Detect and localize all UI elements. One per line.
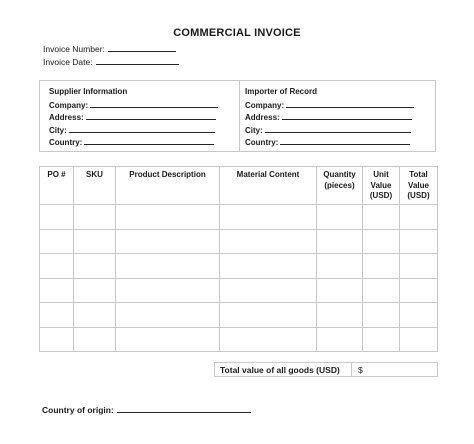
- supplier-company-label: Company:: [49, 100, 89, 110]
- table-cell[interactable]: [116, 254, 220, 279]
- column-header-sku: SKU: [74, 167, 116, 205]
- supplier-section: [49, 87, 218, 149]
- supplier-heading: Supplier Information: [49, 87, 128, 96]
- invoice-date-line: [43, 56, 179, 67]
- importer-company-row: [245, 99, 414, 112]
- importer-address-row: [245, 111, 414, 124]
- table-cell[interactable]: [317, 278, 363, 303]
- invoice-number-blank[interactable]: [108, 43, 176, 52]
- importer-city-blank[interactable]: [265, 124, 411, 133]
- supplier-city-blank[interactable]: [69, 124, 215, 133]
- importer-heading: Importer of Record: [245, 87, 318, 96]
- document-title: COMMERCIAL INVOICE: [173, 27, 301, 39]
- line-items-table: [39, 166, 438, 352]
- table-cell[interactable]: [116, 327, 220, 352]
- invoice-date-blank[interactable]: [96, 56, 179, 65]
- table-cell[interactable]: [363, 229, 400, 254]
- importer-country-blank[interactable]: [280, 136, 410, 145]
- table-cell[interactable]: [40, 254, 74, 279]
- table-cell[interactable]: [40, 205, 74, 230]
- table-header-row: [40, 167, 438, 205]
- table-row: [40, 327, 438, 352]
- importer-country-row: [245, 136, 414, 149]
- supplier-city-row: [49, 124, 218, 137]
- total-value-divider: [351, 363, 352, 376]
- table-cell[interactable]: [116, 278, 220, 303]
- table-cell[interactable]: [116, 205, 220, 230]
- importer-address-label: Address:: [245, 113, 280, 122]
- table-row: [40, 229, 438, 254]
- table-cell[interactable]: [400, 205, 438, 230]
- supplier-country-row: [49, 136, 218, 149]
- column-header-unit-value: Unit Value (USD): [363, 167, 400, 205]
- table-row: [40, 278, 438, 303]
- table-cell[interactable]: [220, 303, 317, 328]
- total-value-box: [214, 362, 438, 377]
- table-cell[interactable]: [400, 229, 438, 254]
- table-cell[interactable]: [40, 303, 74, 328]
- table-cell[interactable]: [317, 303, 363, 328]
- table-cell[interactable]: [363, 327, 400, 352]
- country-of-origin-line: [42, 404, 251, 415]
- table-cell[interactable]: [363, 254, 400, 279]
- invoice-number-line: [43, 43, 176, 54]
- importer-company-label: Company:: [245, 100, 285, 110]
- table-cell[interactable]: [363, 303, 400, 328]
- table-cell[interactable]: [74, 327, 116, 352]
- table-cell[interactable]: [74, 205, 116, 230]
- importer-city-label: City:: [245, 125, 263, 135]
- table-cell[interactable]: [317, 205, 363, 230]
- table-cell[interactable]: [116, 229, 220, 254]
- table-cell[interactable]: [363, 205, 400, 230]
- table-row: [40, 205, 438, 230]
- table-row: [40, 254, 438, 279]
- column-header-product-description: Product Description: [116, 167, 220, 205]
- table-cell[interactable]: [74, 254, 116, 279]
- supplier-city-label: City:: [49, 125, 67, 135]
- table-cell[interactable]: [220, 205, 317, 230]
- column-header-quantity: Quantity (pieces): [317, 167, 363, 205]
- table-cell[interactable]: [317, 229, 363, 254]
- supplier-company-row: [49, 99, 218, 112]
- table-cell[interactable]: [74, 278, 116, 303]
- supplier-address-row: [49, 111, 218, 124]
- table-cell[interactable]: [74, 303, 116, 328]
- supplier-company-blank[interactable]: [90, 99, 218, 108]
- table-cell[interactable]: [220, 327, 317, 352]
- country-of-origin-blank[interactable]: [117, 404, 251, 413]
- party-info-box: [39, 80, 436, 152]
- supplier-country-label: Country:: [49, 138, 83, 147]
- importer-company-blank[interactable]: [286, 99, 414, 108]
- importer-country-label: Country:: [245, 138, 279, 147]
- importer-address-blank[interactable]: [282, 111, 412, 120]
- table-cell[interactable]: [400, 327, 438, 352]
- table-cell[interactable]: [40, 229, 74, 254]
- supplier-address-label: Address:: [49, 113, 84, 122]
- total-value-label: Total value of all goods (USD): [220, 365, 340, 375]
- table-cell[interactable]: [400, 278, 438, 303]
- column-header-total-value: Total Value (USD): [400, 167, 438, 205]
- table-cell[interactable]: [400, 254, 438, 279]
- table-cell[interactable]: [40, 327, 74, 352]
- table-cell[interactable]: [363, 278, 400, 303]
- invoice-date-label: Invoice Date:: [43, 57, 93, 67]
- table-cell[interactable]: [400, 303, 438, 328]
- column-header-material-content: Material Content: [220, 167, 317, 205]
- total-value-field[interactable]: $: [358, 365, 363, 375]
- column-header-po: PO #: [40, 167, 74, 205]
- invoice-number-label: Invoice Number:: [43, 44, 105, 54]
- supplier-country-blank[interactable]: [84, 136, 214, 145]
- party-info-divider: [239, 81, 240, 151]
- table-cell[interactable]: [220, 278, 317, 303]
- supplier-address-blank[interactable]: [86, 111, 216, 120]
- table-cell[interactable]: [40, 278, 74, 303]
- importer-city-row: [245, 124, 414, 137]
- table-cell[interactable]: [220, 229, 317, 254]
- table-cell[interactable]: [116, 303, 220, 328]
- table-cell[interactable]: [317, 327, 363, 352]
- table-cell[interactable]: [74, 229, 116, 254]
- country-of-origin-label: Country of origin:: [42, 405, 114, 415]
- table-cell[interactable]: [220, 254, 317, 279]
- table-row: [40, 303, 438, 328]
- importer-section: [245, 87, 414, 149]
- table-cell[interactable]: [317, 254, 363, 279]
